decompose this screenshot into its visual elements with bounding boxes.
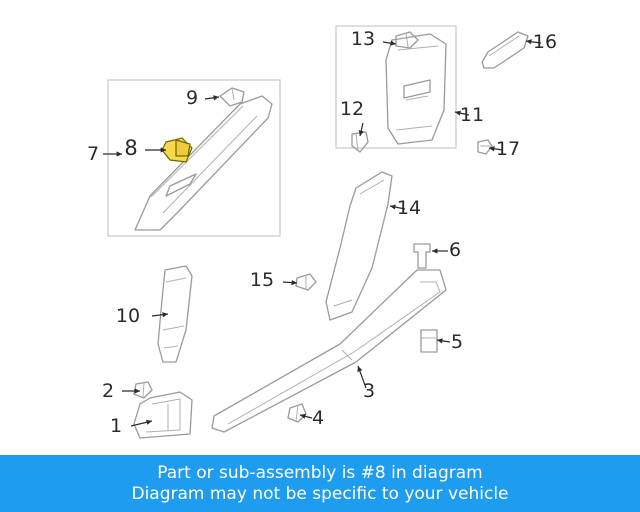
part-15-clip — [296, 274, 316, 290]
callout-label-7: 7 — [86, 143, 100, 165]
leader-arrow-1 — [146, 420, 152, 425]
part-13-clip — [396, 32, 418, 48]
leader-arrow-3 — [357, 366, 362, 372]
leader-arrow-9 — [213, 95, 219, 100]
callout-label-2: 2 — [101, 380, 115, 402]
callout-label-12: 12 — [339, 98, 365, 120]
leader-arrow-4 — [300, 414, 306, 419]
part-17-screw — [478, 140, 492, 154]
leader-arrow-14 — [390, 205, 396, 210]
caption-line-2: Diagram may not be specific to your vehicle — [131, 483, 509, 504]
callout-numbers — [87, 28, 557, 437]
part-1-lower-bracket — [134, 392, 192, 438]
leader-arrow-13 — [390, 41, 396, 46]
leader-arrow-7 — [117, 151, 122, 156]
part-4-clip — [288, 404, 306, 422]
part-14-b-pillar-lower-trim — [326, 172, 392, 320]
callout-label-9: 9 — [185, 87, 199, 109]
part-3-sill-plate — [212, 270, 446, 432]
callout-label-14: 14 — [396, 197, 422, 219]
callout-label-17: 17 — [495, 138, 521, 160]
part-11-b-pillar-trim — [386, 34, 446, 144]
part-5-retainer — [421, 330, 437, 352]
callout-label-1: 1 — [109, 415, 123, 437]
leader-arrow-6 — [432, 248, 437, 253]
part-8-highlighted-clip — [162, 138, 192, 162]
caption-line-1: Part or sub-assembly is #8 in diagram — [157, 462, 483, 483]
callout-leaders — [103, 39, 541, 426]
callout-label-3: 3 — [362, 380, 376, 402]
callout-label-4: 4 — [311, 407, 325, 429]
caption-banner — [0, 455, 640, 512]
callout-label-11: 11 — [459, 104, 485, 126]
callout-label-10: 10 — [115, 305, 141, 327]
leader-arrow-2 — [135, 388, 140, 393]
part-6-bolt — [414, 244, 430, 268]
leader-arrow-5 — [437, 338, 443, 343]
callout-label-13: 13 — [350, 28, 376, 50]
part-7-a-pillar-trim — [135, 96, 272, 230]
callout-label-15: 15 — [249, 269, 275, 291]
part-16-trim-strip — [482, 32, 528, 68]
callout-label-6: 6 — [448, 239, 462, 261]
callout-label-5: 5 — [450, 331, 464, 353]
callout-label-8: 8 — [124, 136, 138, 160]
callout-label-16: 16 — [532, 31, 558, 53]
